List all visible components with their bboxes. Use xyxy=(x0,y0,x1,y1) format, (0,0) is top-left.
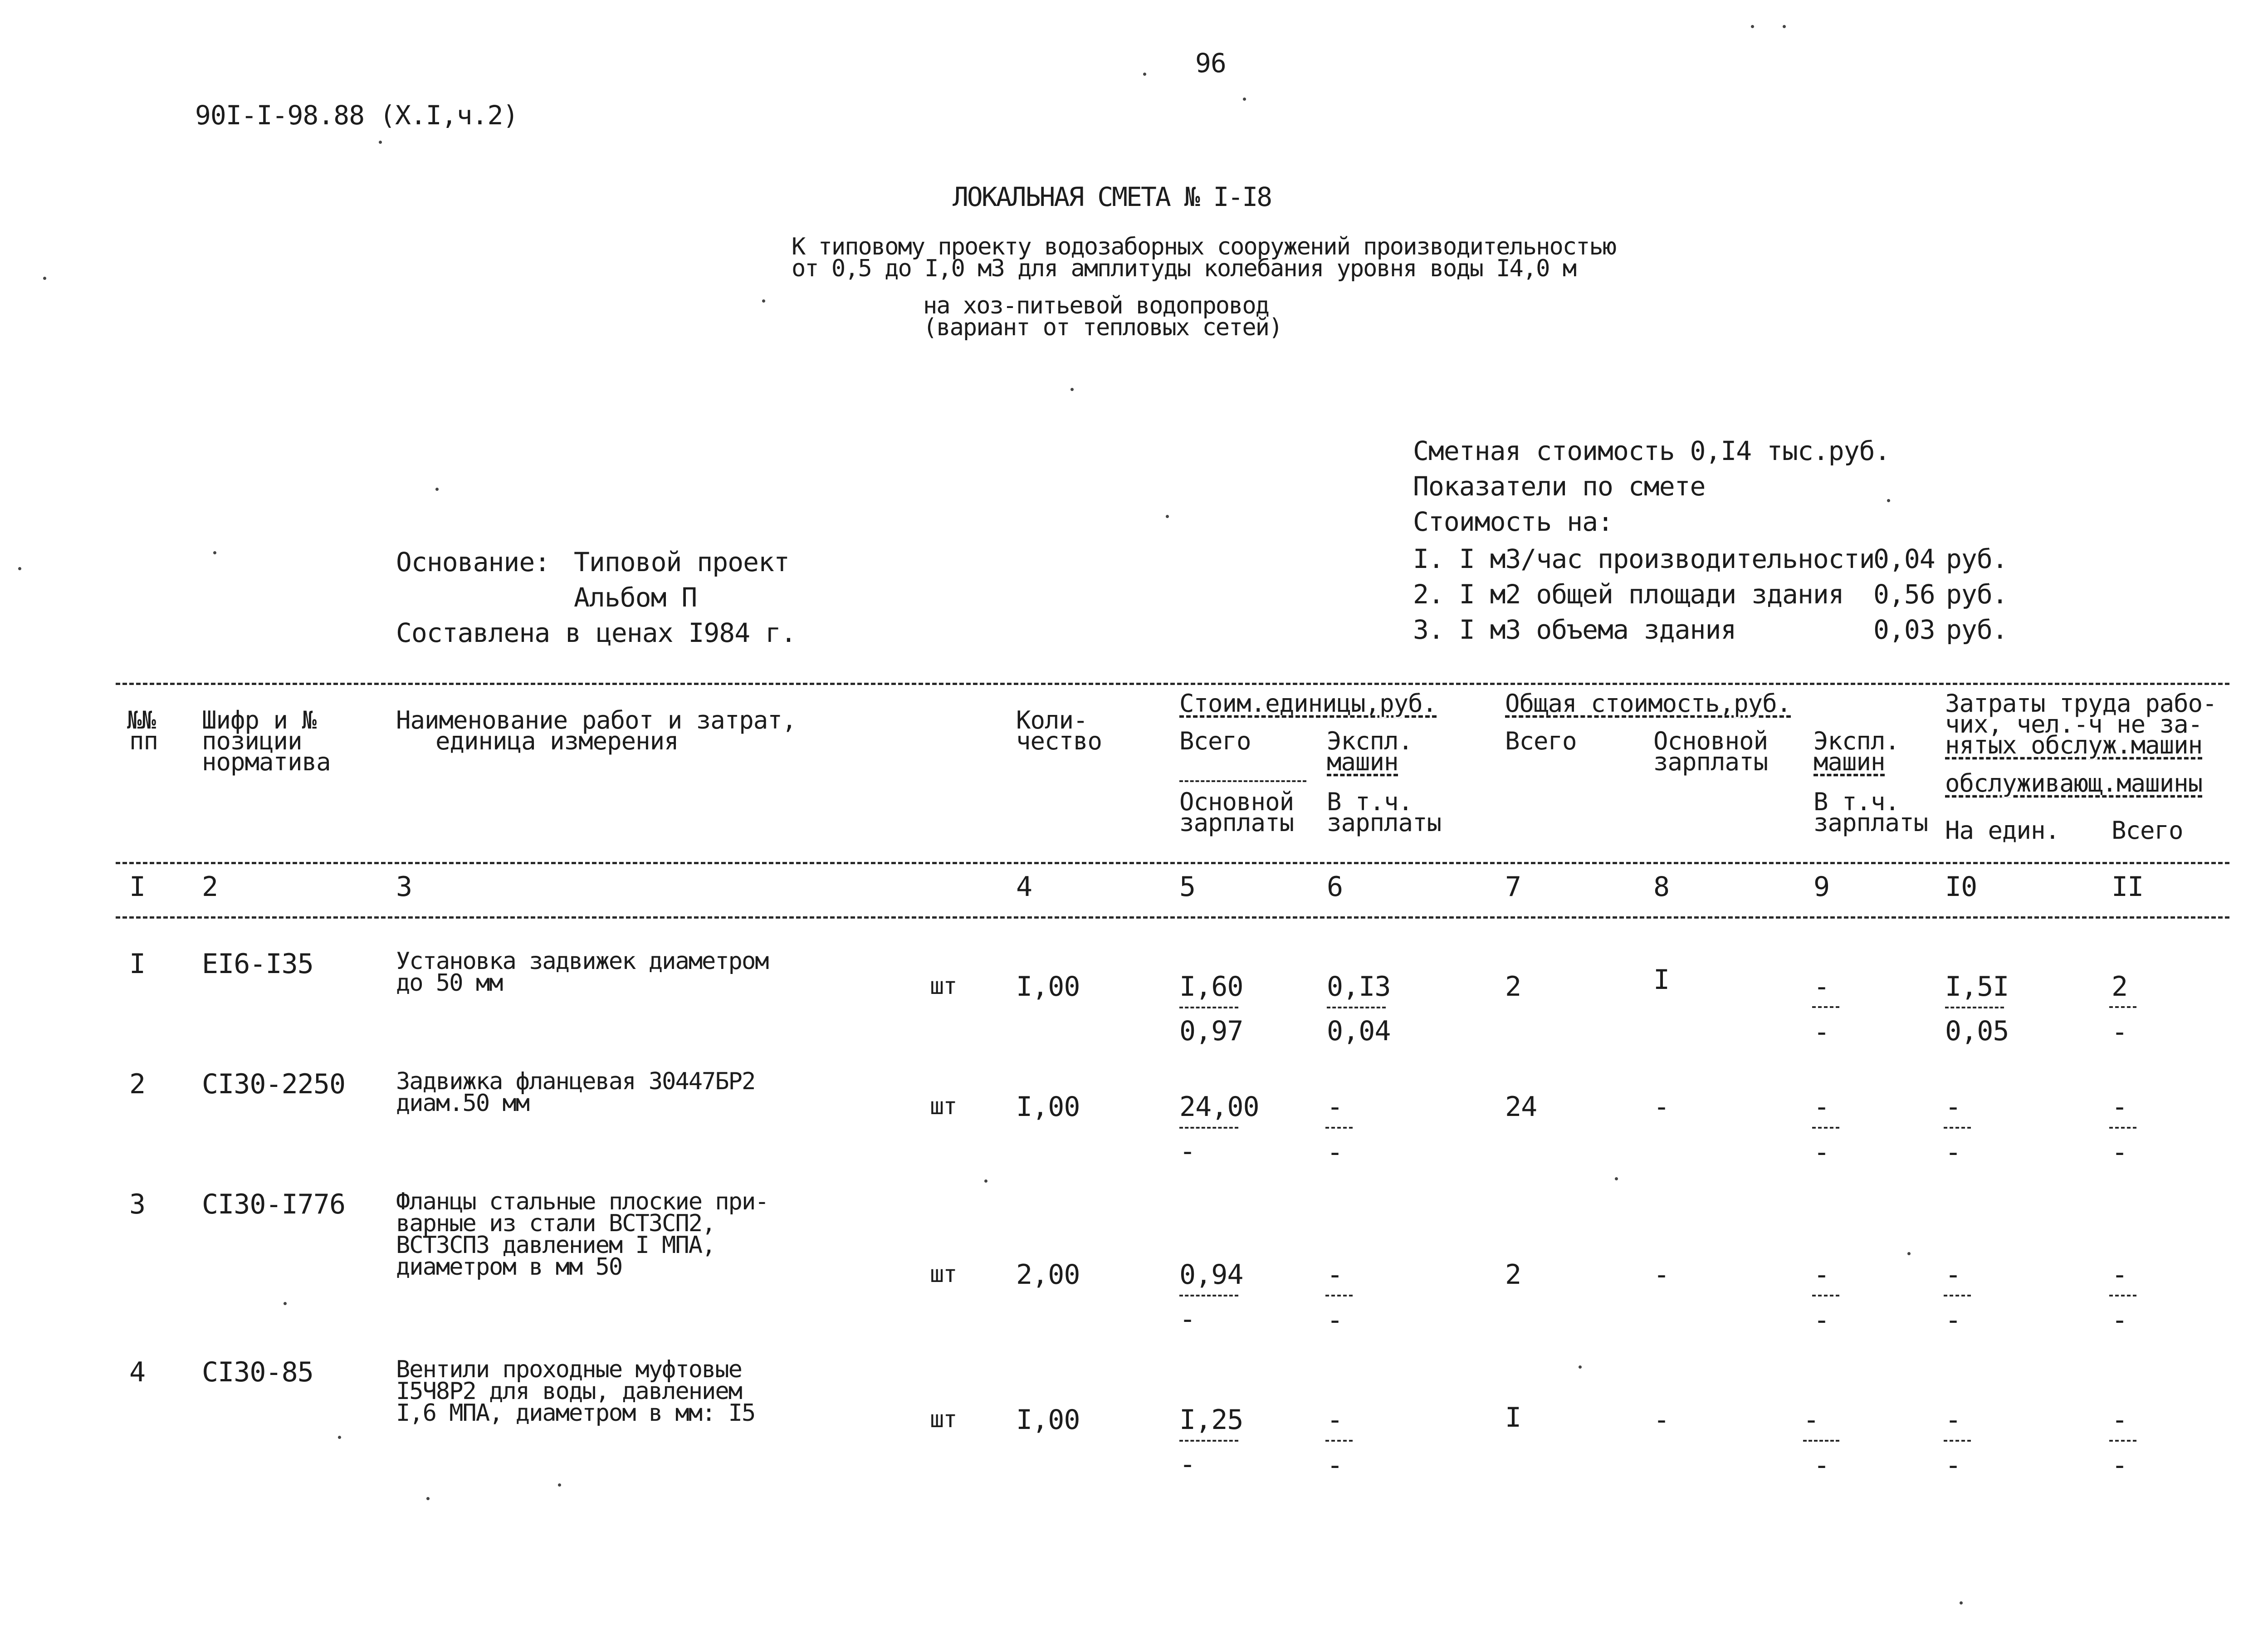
scan-speck xyxy=(1887,499,1890,502)
colnum-3: 3 xyxy=(396,871,412,903)
fraction-bar xyxy=(1812,1127,1839,1129)
labor-per-unit-value: - xyxy=(1945,1259,1961,1291)
basis-album: Альбом П xyxy=(574,582,697,613)
total-wages: - xyxy=(1653,1259,1670,1291)
scan-speck xyxy=(284,1302,287,1305)
row-name-line: Задвижка фланцевая 30447БР2 xyxy=(396,1068,755,1095)
unit-machine-cost xyxy=(1327,973,1390,1045)
scan-speck xyxy=(1579,1365,1582,1369)
unit-machine-cost-value: 0,I3 xyxy=(1327,971,1391,1003)
row-unit: шт xyxy=(930,1093,957,1120)
col2-header-l1: Шифр и № xyxy=(202,706,317,734)
labor-header-l4: обслуживающ.машины xyxy=(1945,769,2203,797)
machine-labor-per-unit-value: - xyxy=(1945,1304,1961,1336)
col5-header-l2: Основной xyxy=(1179,788,1294,816)
scan-speck xyxy=(426,1497,430,1500)
scan-speck xyxy=(1615,1177,1618,1180)
indicator-value-1: 0,04 xyxy=(1873,543,1935,574)
total-cost: 24 xyxy=(1505,1091,1537,1123)
fraction-bar xyxy=(1179,1007,1238,1008)
fraction-bar xyxy=(1944,1440,1971,1442)
total-machine-cost: - xyxy=(1803,1404,1819,1436)
row-quantity: I,00 xyxy=(1016,971,1080,1003)
indicator-value-2: 0,56 xyxy=(1873,579,1935,610)
row-name-line: I,6 МПА, диаметром в мм: I5 xyxy=(396,1399,755,1427)
subtitle-line-4: (вариант от тепловых сетей) xyxy=(923,314,1282,341)
labor-per-unit-value: - xyxy=(1945,1404,1961,1436)
fraction-bar xyxy=(2109,1295,2136,1296)
row-name-line: Фланцы стальные плоские при- xyxy=(396,1188,768,1215)
col8-header-l2: зарплаты xyxy=(1653,748,1768,776)
scan-speck xyxy=(1166,515,1169,518)
labor-total: - xyxy=(2112,1259,2128,1291)
scan-speck xyxy=(762,299,765,303)
unit-machine-wages-value: 0,04 xyxy=(1327,1015,1391,1047)
col9-header-l4: зарплаты xyxy=(1813,808,1928,837)
estimate-title: ЛОКАЛЬНАЯ СМЕТА № I-I8 xyxy=(953,181,1271,212)
total-wages: - xyxy=(1653,1404,1670,1436)
row-unit: шт xyxy=(930,1406,957,1433)
unit-machine-cost-value: - xyxy=(1327,1404,1343,1436)
labor-per-unit xyxy=(1945,973,2009,1045)
labor-per-unit-value: - xyxy=(1945,1091,1961,1123)
colnum-7: 7 xyxy=(1505,871,1521,903)
row-number: I xyxy=(129,948,146,980)
fraction-bar xyxy=(1944,1295,1971,1296)
unit-machine-cost-value: - xyxy=(1327,1259,1343,1291)
subtitle-line-2: от 0,5 до I,0 м3 для амплитуды колебания уровня воды I4,0 м xyxy=(792,255,1576,282)
scan-speck xyxy=(984,1179,987,1183)
colnum-5: 5 xyxy=(1179,871,1196,903)
scan-speck xyxy=(213,551,216,554)
unit-cost-total xyxy=(1179,1261,1243,1333)
col7-header-l1: Всего xyxy=(1505,727,1577,755)
indicator-label-3: 3. I м3 объема здания xyxy=(1413,614,1736,645)
scan-speck xyxy=(1243,98,1246,101)
unit-cost-wages-value: 0,97 xyxy=(1179,1015,1243,1047)
colnum-10: I0 xyxy=(1945,871,1977,903)
total-wages: - xyxy=(1653,1091,1670,1123)
col6-header-l2: машин xyxy=(1327,748,1398,776)
machine-labor-total: - xyxy=(2112,1136,2128,1168)
table-top-rule xyxy=(116,683,2229,685)
colnum-8: 8 xyxy=(1653,871,1670,903)
labor-header-l3: нятых обслуж.машин xyxy=(1945,731,2203,759)
col5-header-rule xyxy=(1179,780,1306,782)
machine-labor-total: - xyxy=(2112,1016,2128,1048)
fraction-bar xyxy=(1944,1127,1971,1129)
subtitle-line-3: на хоз-питьевой водопровод xyxy=(923,292,1269,319)
row-name-line: варные из стали ВСТЗСП2, xyxy=(396,1210,715,1237)
indicator-label-2: 2. I м2 общей площади здания xyxy=(1413,579,1844,610)
row-quantity: I,00 xyxy=(1016,1404,1080,1436)
colnum-6: 6 xyxy=(1327,871,1343,903)
labor-per-unit-value: I,5I xyxy=(1945,971,2009,1003)
unit-cost-total xyxy=(1179,1406,1243,1478)
col6-header-l1: Экспл. xyxy=(1327,727,1413,755)
row-unit: шт xyxy=(930,973,957,1000)
machine-labor-per-unit-value: - xyxy=(1945,1449,1961,1481)
total-wages: I xyxy=(1653,964,1670,996)
col6-header-l4: зарплаты xyxy=(1327,808,1442,837)
col2-header-l3: норматива xyxy=(202,748,331,776)
row-code: CI30-I776 xyxy=(202,1189,346,1220)
row-name-line: I5Ч8Р2 для воды, давлением xyxy=(396,1378,742,1405)
unit-machine-wages-value: - xyxy=(1327,1136,1343,1168)
total-cost: 2 xyxy=(1505,1259,1521,1291)
header-rule xyxy=(116,862,2229,864)
colnum-2: 2 xyxy=(202,871,218,903)
indicator-unit-2: руб. xyxy=(1946,579,2008,610)
fraction-bar xyxy=(2109,1440,2136,1442)
col11-header-l1: Всего xyxy=(2112,816,2183,845)
scan-speck xyxy=(558,1483,561,1487)
unit-cost-total-value: I,25 xyxy=(1179,1404,1243,1436)
labor-total: 2 xyxy=(2112,971,2128,1003)
estimated-total-cost: Сметная стоимость 0,I4 тыс.руб. xyxy=(1413,435,1890,466)
unit-cost-total-value: I,60 xyxy=(1179,971,1243,1003)
row-unit: шт xyxy=(930,1261,957,1288)
document-code: 90I-I-98.88 (X.I,ч.2) xyxy=(195,100,518,131)
scan-speck xyxy=(18,567,21,570)
machine-labor-total: - xyxy=(2112,1304,2128,1336)
scan-speck xyxy=(1783,25,1786,28)
indicator-unit-1: руб. xyxy=(1946,543,2008,574)
row-code: CI30-85 xyxy=(202,1356,313,1388)
col6-header-l3: В т.ч. xyxy=(1327,788,1413,816)
scan-speck xyxy=(1907,1252,1911,1255)
colnum-1: I xyxy=(129,871,146,903)
unit-machine-cost-value: - xyxy=(1327,1091,1343,1123)
total-machine-wages: - xyxy=(1813,1136,1830,1168)
col10-header-l1: На един. xyxy=(1945,816,2060,845)
total-machine-cost: - xyxy=(1813,1091,1830,1123)
col2-header-l2: позиции xyxy=(202,727,302,755)
row-number: 4 xyxy=(129,1356,146,1388)
row-number: 2 xyxy=(129,1068,146,1100)
row-name-line: до 50 мм xyxy=(396,969,503,997)
indicator-label-1: I. I м3/час производительности xyxy=(1413,543,1875,574)
fraction-bar xyxy=(2109,1006,2136,1008)
scan-speck xyxy=(1070,388,1074,391)
col4-header-l1: Коли- xyxy=(1016,706,1088,734)
fraction-bar xyxy=(1179,1295,1238,1296)
row-name-line: диам.50 мм xyxy=(396,1090,529,1117)
row-name-line: диаметром в мм 50 xyxy=(396,1253,622,1281)
unit-cost-total-value: 24,00 xyxy=(1179,1091,1259,1123)
row-quantity: 2,00 xyxy=(1016,1259,1080,1291)
cost-on-heading: Стоимость на: xyxy=(1413,506,1613,537)
fraction-bar xyxy=(1325,1295,1353,1296)
fraction-bar xyxy=(1179,1127,1238,1129)
machine-labor-total: - xyxy=(2112,1449,2128,1481)
row-name-line: Вентили проходные муфтовые xyxy=(396,1356,742,1383)
scan-speck xyxy=(1751,25,1754,28)
total-machine-cost: - xyxy=(1813,971,1830,1003)
unit-cost-wages-value: - xyxy=(1179,1135,1196,1167)
colnum-9: 9 xyxy=(1813,871,1830,903)
total-machine-wages: - xyxy=(1813,1304,1830,1336)
total-cost-group-header: Общая стоимость,руб. xyxy=(1505,689,1791,718)
page-number: 96 xyxy=(1195,48,1226,78)
fraction-bar xyxy=(1179,1440,1238,1442)
estimate-indicators-heading: Показатели по смете xyxy=(1413,471,1706,502)
row-number: 3 xyxy=(129,1189,146,1220)
row-name-line: Установка задвижек диаметром xyxy=(396,948,768,975)
scan-speck xyxy=(379,141,382,144)
col9-header-l3: В т.ч. xyxy=(1813,788,1900,816)
col8-header-l1: Основной xyxy=(1653,727,1768,755)
fraction-bar xyxy=(1812,1006,1839,1008)
scan-speck xyxy=(1960,1601,1963,1605)
col1-header-l2: пп xyxy=(129,727,158,755)
machine-labor-per-unit-value: 0,05 xyxy=(1945,1015,2009,1047)
unit-machine-wages-value: - xyxy=(1327,1449,1343,1481)
col9-header-l1: Экспл. xyxy=(1813,727,1900,755)
labor-total: - xyxy=(2112,1091,2128,1123)
total-machine-wages: - xyxy=(1813,1016,1830,1048)
unit-cost-wages-value: - xyxy=(1179,1448,1196,1480)
col5-header-l3: зарплаты xyxy=(1179,808,1294,837)
scan-speck xyxy=(43,277,46,280)
total-cost: I xyxy=(1505,1402,1521,1433)
labor-header-l1: Затраты труда рабо- xyxy=(1945,689,2217,718)
fraction-bar xyxy=(1812,1295,1839,1296)
basis-prices: Составлена в ценах I984 г. xyxy=(396,617,796,648)
unit-cost-total-value: 0,94 xyxy=(1179,1259,1243,1291)
row-code: EI6-I35 xyxy=(202,948,313,980)
labor-total: - xyxy=(2112,1404,2128,1436)
row-quantity: I,00 xyxy=(1016,1091,1080,1123)
basis-project: Типовой проект xyxy=(574,547,789,577)
col5-header-l1: Всего xyxy=(1179,727,1251,755)
fraction-bar xyxy=(1803,1440,1839,1442)
fraction-bar xyxy=(1325,1127,1353,1129)
unit-machine-wages-value: - xyxy=(1327,1304,1343,1336)
unit-cost-group-header: Стоим.единицы,руб. xyxy=(1179,689,1437,718)
total-cost: 2 xyxy=(1505,971,1521,1003)
unit-cost-total xyxy=(1179,973,1243,1045)
fraction-bar xyxy=(1327,1007,1386,1008)
col4-header-l2: чество xyxy=(1016,727,1102,755)
fraction-bar xyxy=(1945,1007,2004,1008)
basis-label: Основание: xyxy=(396,547,550,577)
colnum-rule xyxy=(116,916,2229,919)
row-code: CI30-2250 xyxy=(202,1068,346,1100)
subtitle-line-1: К типовому проекту водозаборных сооружений производительностью xyxy=(792,233,1616,260)
unit-cost-wages-value: - xyxy=(1179,1303,1196,1335)
row-name-line: ВСТЗСП3 давлением I МПА, xyxy=(396,1232,715,1259)
labor-header-l2: чих, чел.-ч не за- xyxy=(1945,710,2203,739)
colnum-11: II xyxy=(2112,871,2144,903)
indicator-value-3: 0,03 xyxy=(1873,614,1935,645)
col9-header-l2: машин xyxy=(1813,748,1885,776)
col1-header-l1: №№ xyxy=(127,706,156,734)
fraction-bar xyxy=(2109,1127,2136,1129)
fraction-bar xyxy=(1325,1440,1353,1442)
machine-labor-per-unit-value: - xyxy=(1945,1136,1961,1168)
colnum-4: 4 xyxy=(1016,871,1032,903)
unit-cost-total xyxy=(1179,1091,1259,1167)
scan-speck xyxy=(435,488,439,491)
scan-speck xyxy=(338,1436,341,1439)
total-machine-cost: - xyxy=(1813,1259,1830,1291)
total-machine-wages: - xyxy=(1813,1449,1830,1481)
scan-speck xyxy=(1143,73,1146,76)
indicator-unit-3: руб. xyxy=(1946,614,2008,645)
col3-header-l1: Наименование работ и затрат, xyxy=(396,706,797,734)
col3-header-l2: единица измерения xyxy=(435,727,679,755)
